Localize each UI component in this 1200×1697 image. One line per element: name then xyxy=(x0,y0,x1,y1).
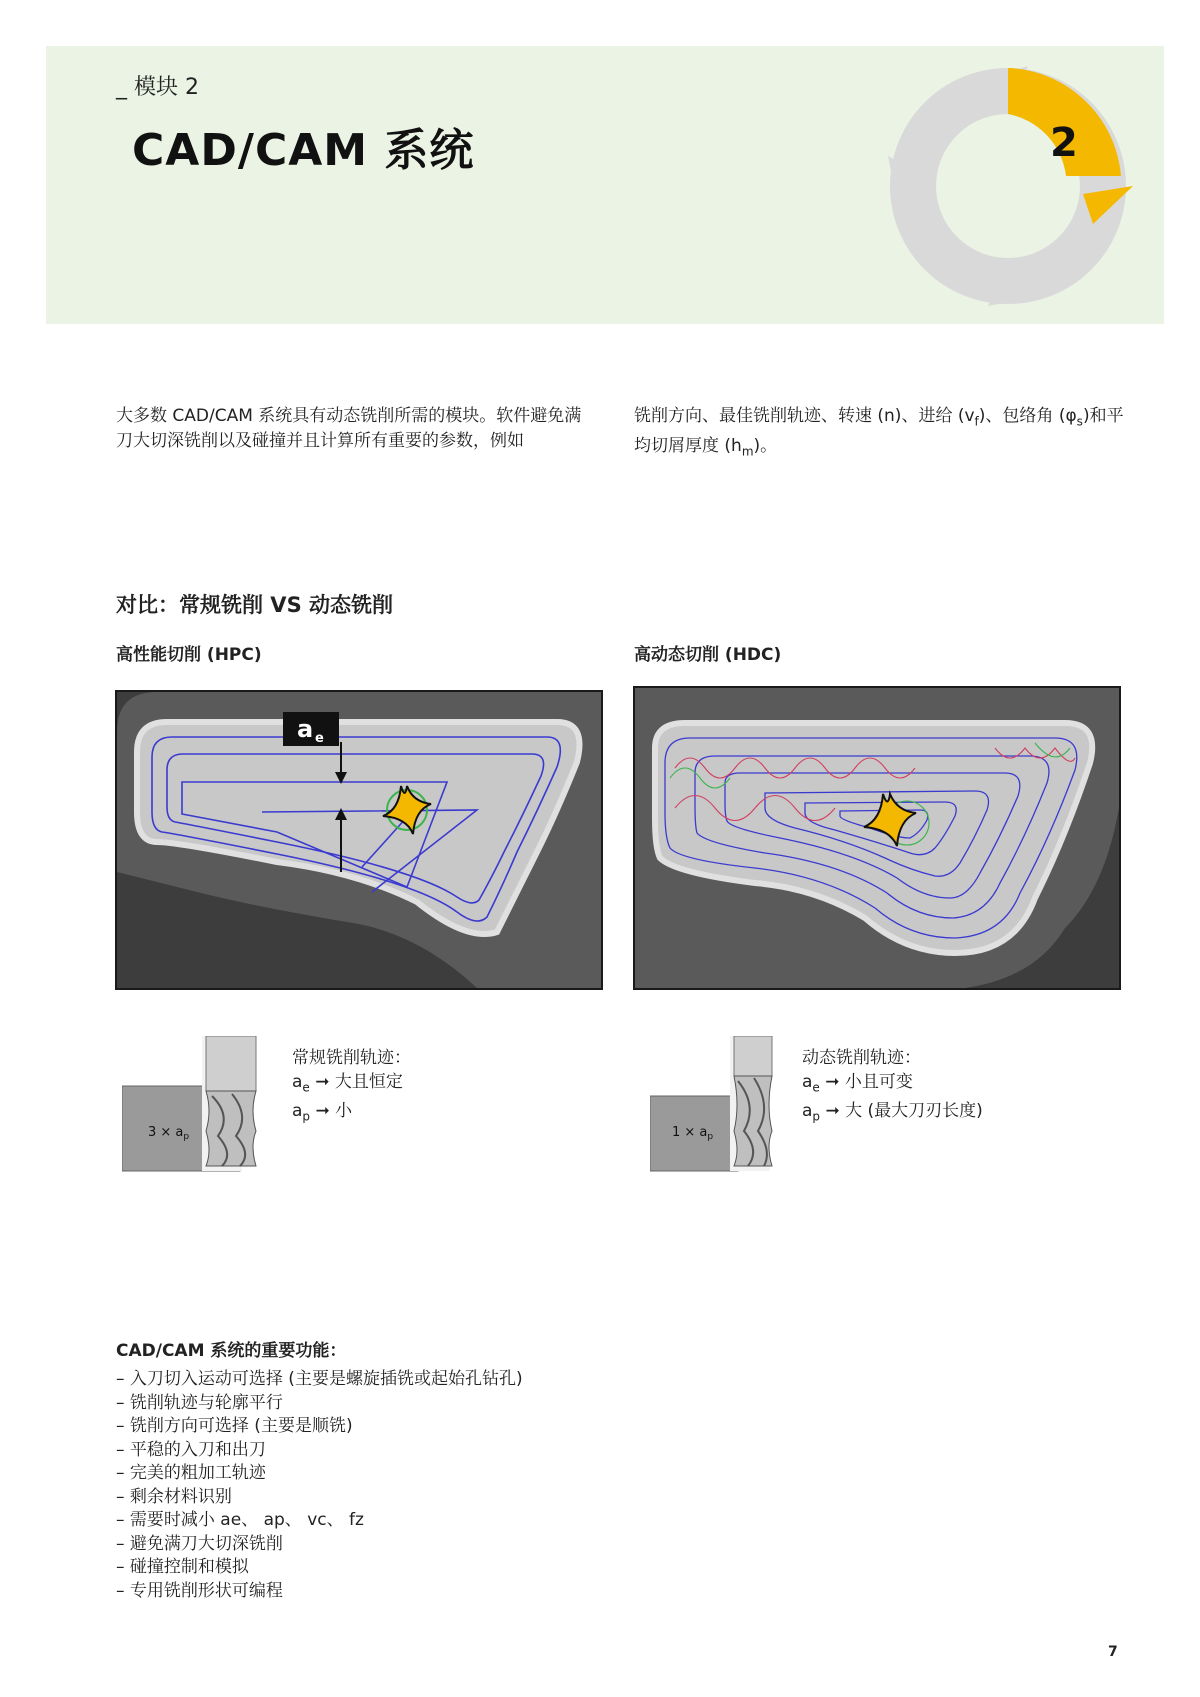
module-header xyxy=(46,46,1164,324)
intro-left-paragraph: 大多数 CAD/CAM 系统具有动态铣削所需的模块。软件避免满刀大切深铣削以及碰撞并且计算所有重要的参数，例如 xyxy=(116,406,582,451)
hdc-tool-engagement-figure xyxy=(650,1036,810,1176)
list-item: – 入刀切入运动可选择 (主要是螺旋插铣或起始孔钻孔) xyxy=(116,1368,523,1392)
list-item: – 需要时减小 ae、 ap、 vc、 fz xyxy=(116,1509,523,1533)
hpc-trajectory-text xyxy=(292,1046,411,1129)
list-item: – 专用铣削形状可编程 xyxy=(116,1580,523,1604)
hpc-ap-line: $a_p$ ➞ 小 xyxy=(292,1101,353,1124)
arrow-right-icon: ➞ xyxy=(825,1101,840,1122)
hdc-ae-line: $a_e$ ➞ 小且可变 xyxy=(802,1072,913,1095)
features-list xyxy=(116,1368,523,1603)
list-item: – 避免满刀大切深铣削 xyxy=(116,1533,523,1557)
intro-right-paragraph: 铣削方向、最佳铣削轨迹、转速 (n)、进给 $(v_f)$、包络角 $(\varphi_s)$和平均切屑厚度 $(h_m)$。 xyxy=(634,406,1124,459)
hpc-ae-line: $a_e$ ➞ 大且恒定 xyxy=(292,1072,403,1095)
list-item: – 碰撞控制和模拟 xyxy=(116,1556,523,1580)
arrow-right-icon: ➞ xyxy=(315,1072,330,1092)
hdc-trajectory-text xyxy=(802,1046,983,1129)
hpc-toolpath-diagram xyxy=(115,690,603,990)
list-item: – 铣削方向可选择 (主要是顺铣) xyxy=(116,1415,523,1439)
hdc-heading: 高动态切削 (HDC) xyxy=(634,645,782,665)
hdc-toolpath-diagram xyxy=(633,686,1121,990)
page-number: 7 xyxy=(1108,1644,1118,1660)
hpc-tool-depth-label: $3 \times a_p$ xyxy=(148,1125,190,1142)
hpc-trajectory-title: 常规铣削轨迹： xyxy=(292,1048,411,1068)
list-item: – 剩余材料识别 xyxy=(116,1486,523,1510)
page-title: CAD/CAM 系统 xyxy=(132,125,475,176)
module-label: _ 模块 2 xyxy=(116,75,199,100)
comparison-title: 对比：常规铣削 VS 动态铣削 xyxy=(116,593,393,617)
cycle-number: 2 xyxy=(1050,120,1078,166)
list-item: – 铣削轨迹与轮廓平行 xyxy=(116,1392,523,1416)
arrow-right-icon: ➞ xyxy=(825,1072,840,1092)
hdc-ap-line: $a_p$ ➞ 大 (最大刀刃长度) xyxy=(802,1101,983,1124)
list-item: – 平稳的入刀和出刀 xyxy=(116,1439,523,1463)
ae-label: a xyxy=(297,715,314,743)
features-title: CAD/CAM 系统的重要功能： xyxy=(116,1341,347,1361)
list-item: – 完美的粗加工轨迹 xyxy=(116,1462,523,1486)
hpc-tool-engagement-figure xyxy=(122,1036,282,1176)
ae-label-sub: e xyxy=(315,731,324,746)
hdc-tool-depth-label: $1 \times a_p$ xyxy=(672,1125,714,1142)
arrow-right-icon: ➞ xyxy=(315,1101,330,1122)
hdc-trajectory-title: 动态铣削轨迹： xyxy=(802,1048,921,1068)
hpc-heading: 高性能切削 (HPC) xyxy=(116,645,262,665)
process-cycle-icon xyxy=(878,56,1138,316)
